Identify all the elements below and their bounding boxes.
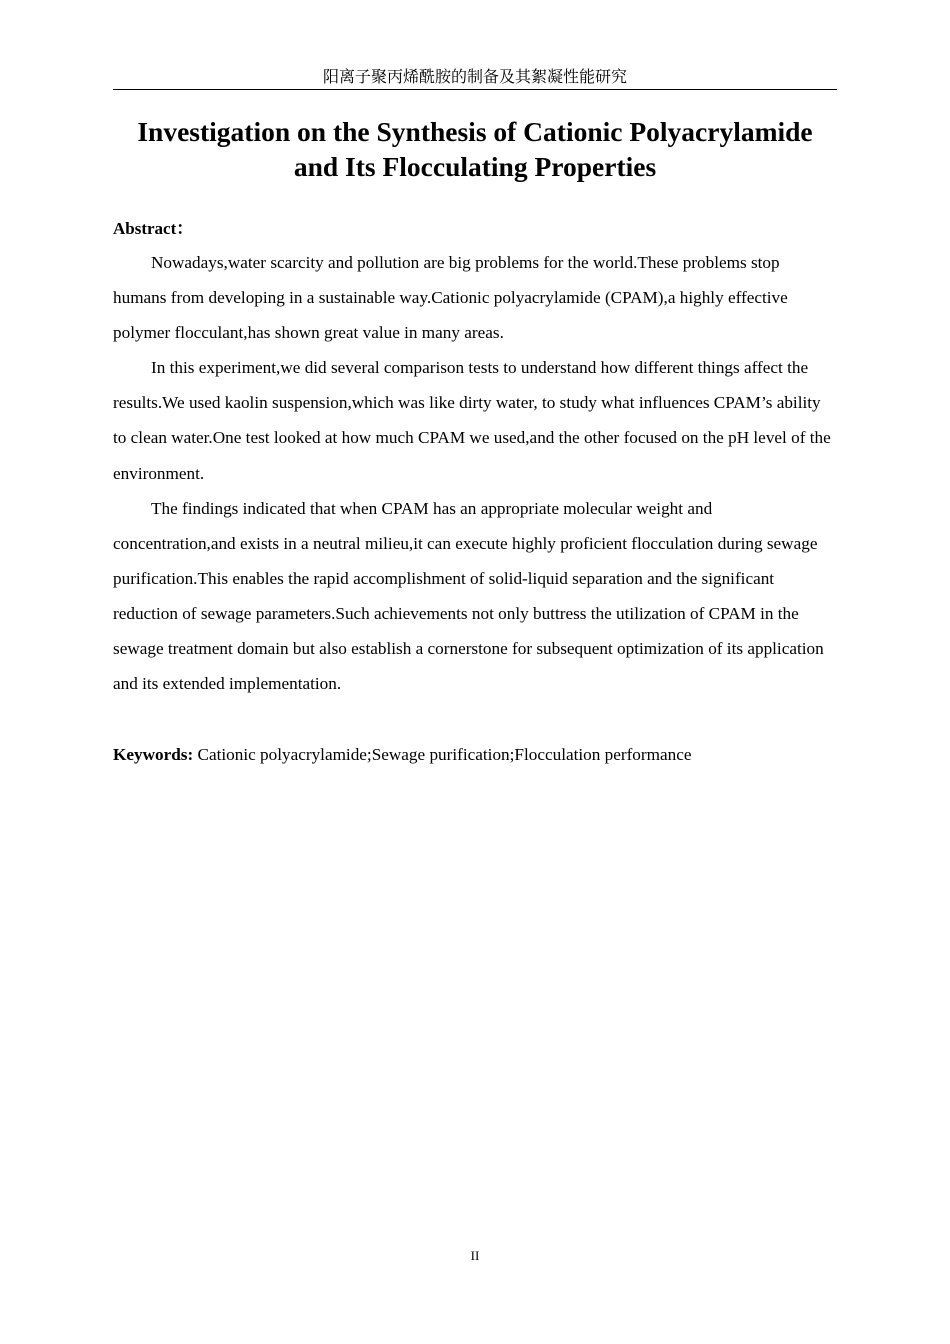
abstract-body <box>113 245 837 701</box>
document-title-line-1: Investigation on the Synthesis of Cationic Polyacrylamide <box>137 116 813 147</box>
keywords-line <box>113 737 837 772</box>
running-header <box>113 67 837 90</box>
abstract-heading: Abstract： <box>113 219 194 238</box>
keywords-text: Cationic polyacrylamide;Sewage purification;Flocculation performance <box>193 745 692 764</box>
abstract-paragraph: In this experiment,we did several comparison tests to understand how different things affect the results.We used kaolin suspension,which was like dirty water, to study what influences CPAM’s ability to clean water.One test looked at how much CPAM we used,and the other focused on the pH level of the environment. <box>113 358 831 483</box>
keywords-label: Keywords: <box>113 745 194 764</box>
running-header-title: 阳离子聚丙烯酰胺的制备及其絮凝性能研究 <box>322 67 627 86</box>
abstract-paragraph: Nowadays,water scarcity and pollution are big problems for the world.These problems stop humans from developing in a sustainable way.Cationic polyacrylamide (CPAM),a highly effective polymer flocculant,has shown great value in many areas. <box>113 253 788 343</box>
document-title <box>113 114 837 184</box>
page-number: II <box>470 1248 480 1263</box>
document-title-line-2: and Its Flocculating Properties <box>293 151 657 182</box>
abstract-paragraph: The findings indicated that when CPAM has an appropriate molecular weight and concentration,and exists in a neutral milieu,it can execute highly proficient flocculation during sewage purification.This enables the rapid accomplishment of solid-liquid separation and the significant reduction of sewage parameters.Such achievements not only buttress the utilization of CPAM in the sewage treatment domain but also establish a cornerstone for subsequent optimization of its application and its extended implementation. <box>113 498 824 694</box>
